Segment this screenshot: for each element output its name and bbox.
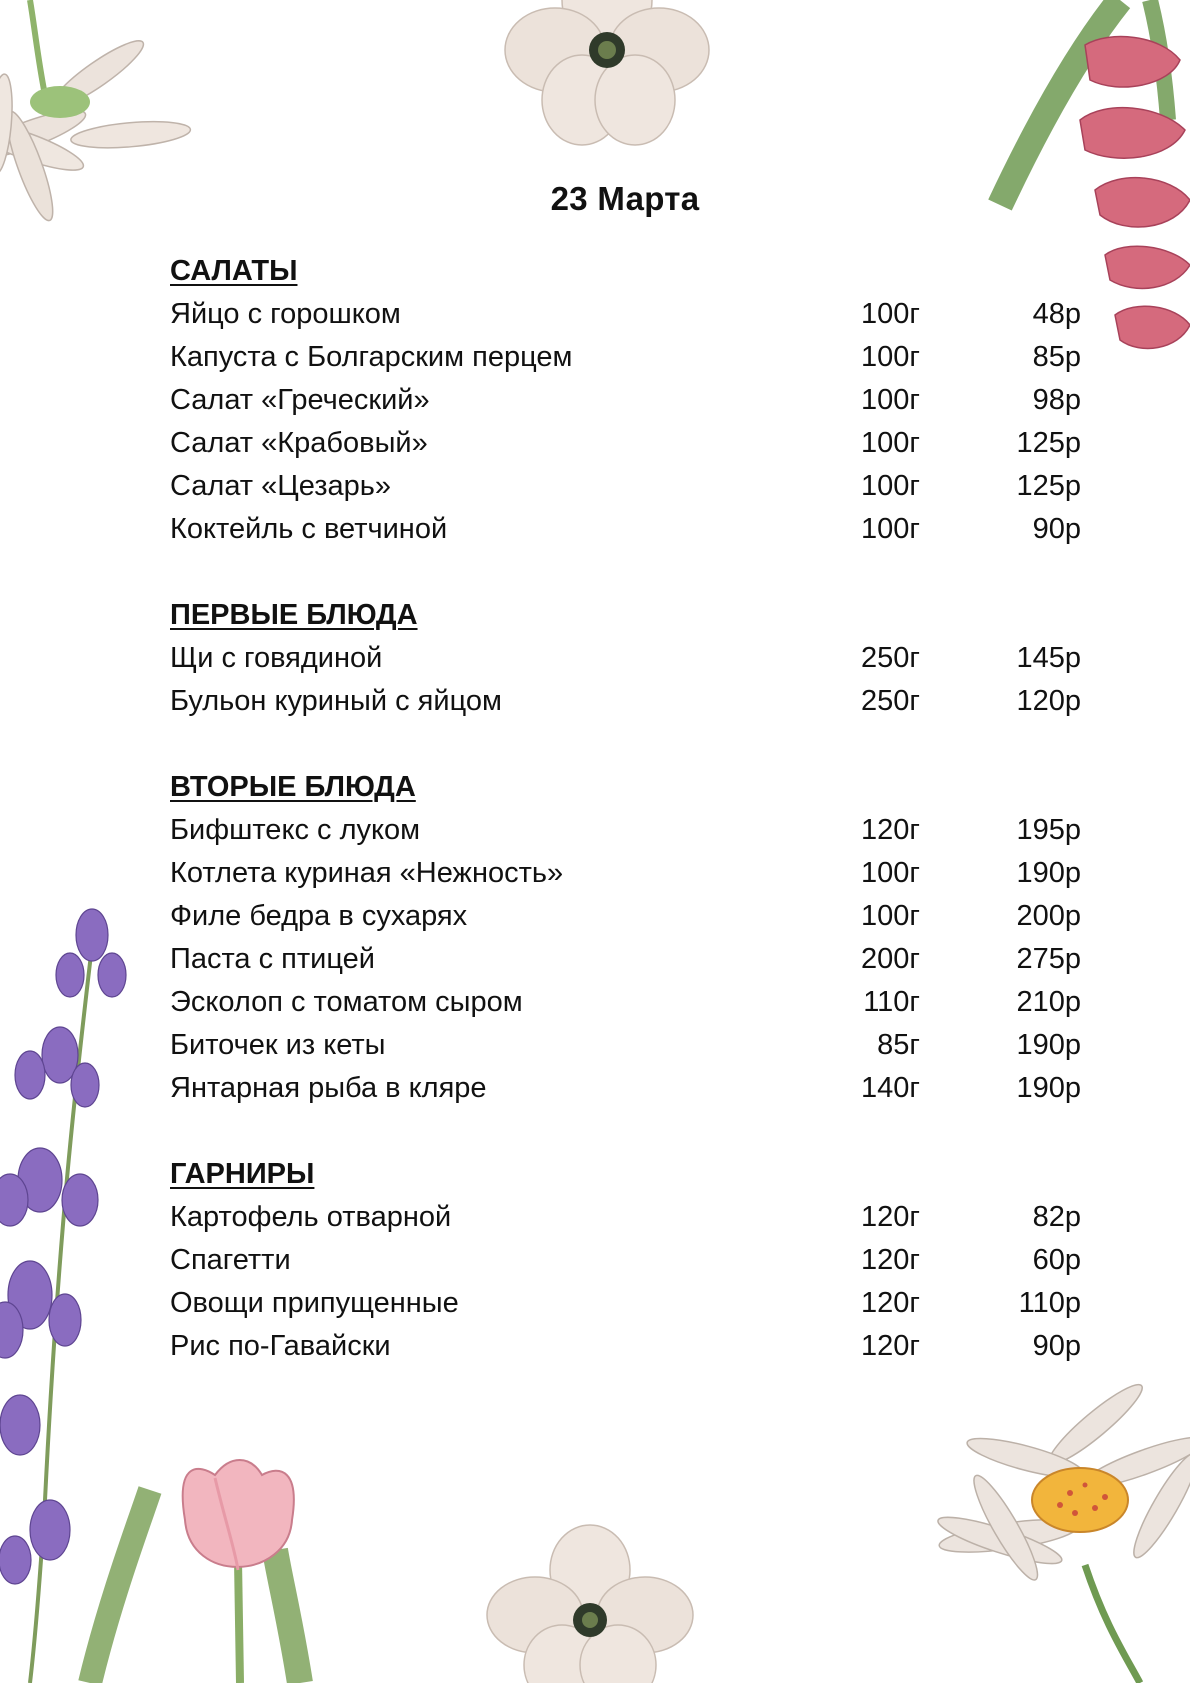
item-name: Капуста с Болгарским перцем [170, 341, 573, 373]
item-weight: 120г [861, 1244, 920, 1276]
page-title: 23 Марта [550, 180, 700, 217]
item-price: 90р [1032, 1330, 1081, 1362]
item-name: Бифштекс с луком [170, 814, 421, 846]
item-price: 200р [1016, 900, 1081, 932]
menu-item [170, 422, 1085, 465]
item-weight: 100г [861, 341, 920, 373]
menu-item [170, 981, 1085, 1024]
menu-item [170, 852, 1085, 895]
menu-item [170, 379, 1085, 422]
item-name: Коктейль с ветчиной [170, 513, 448, 545]
item-weight: 100г [861, 470, 920, 502]
menu-item [170, 1239, 1085, 1282]
item-price: 190р [1016, 857, 1081, 889]
menu-item [170, 293, 1085, 336]
tulip-illustration [90, 1460, 300, 1683]
item-price: 110р [1018, 1287, 1081, 1319]
item-price: 210р [1016, 986, 1081, 1018]
section-heading: ПЕРВЫЕ БЛЮДА [170, 599, 418, 631]
item-price: 190р [1016, 1029, 1081, 1061]
menu-item [170, 809, 1085, 852]
item-name: Салат «Цезарь» [170, 470, 392, 502]
item-weight: 120г [861, 1287, 920, 1319]
menu-section-side-dishes [170, 1153, 1085, 1368]
item-weight: 100г [861, 900, 920, 932]
item-price: 195р [1016, 814, 1081, 846]
item-weight: 100г [861, 857, 920, 889]
item-weight: 250г [861, 685, 920, 717]
item-price: 48р [1032, 298, 1081, 330]
chamomile-illustration [934, 1377, 1190, 1683]
menu-item [170, 1067, 1085, 1110]
item-weight: 110г [863, 986, 920, 1018]
item-name: Филе бедра в сухарях [170, 900, 468, 932]
section-heading: САЛАТЫ [170, 255, 298, 287]
item-weight: 100г [861, 427, 920, 459]
item-price: 98р [1032, 384, 1081, 416]
item-name: Эсколоп с томатом сыром [170, 986, 523, 1018]
item-weight: 250г [861, 642, 920, 674]
item-price: 275р [1016, 943, 1081, 975]
menu-item [170, 938, 1085, 981]
item-price: 120р [1016, 685, 1081, 717]
item-name: Щи с говядиной [170, 642, 383, 674]
item-name: Паста с птицей [170, 943, 375, 975]
item-name: Бульон куриный с яйцом [170, 685, 502, 717]
item-name: Салат «Крабовый» [170, 427, 428, 459]
item-name: Спагетти [170, 1244, 291, 1276]
menu-section-main-courses [170, 766, 1085, 1110]
item-price: 145р [1016, 642, 1081, 674]
item-weight: 100г [861, 513, 920, 545]
menu-item [170, 1282, 1085, 1325]
menu-item [170, 637, 1085, 680]
item-price: 190р [1016, 1072, 1081, 1104]
menu-item [170, 1325, 1085, 1368]
anemone-flower-illustration [505, 0, 709, 145]
item-price: 125р [1016, 470, 1081, 502]
item-weight: 120г [861, 1201, 920, 1233]
item-name: Овощи припущенные [170, 1287, 459, 1319]
lavender-illustration [0, 909, 126, 1683]
menu-item [170, 680, 1085, 723]
menu-item [170, 465, 1085, 508]
item-weight: 85г [877, 1029, 920, 1061]
menu-item [170, 508, 1085, 551]
item-weight: 100г [861, 298, 920, 330]
item-name: Янтарная рыба в кляре [170, 1072, 487, 1104]
item-name: Яйцо с горошком [170, 298, 401, 330]
anemone-flower-illustration [487, 1525, 693, 1683]
item-name: Картофель отварной [170, 1201, 452, 1233]
section-heading: ВТОРЫЕ БЛЮДА [170, 771, 416, 803]
menu-item [170, 1196, 1085, 1239]
section-heading: ГАРНИРЫ [170, 1158, 315, 1190]
item-weight: 120г [861, 1330, 920, 1362]
item-name: Рис по-Гавайски [170, 1330, 391, 1362]
item-weight: 140г [861, 1072, 920, 1104]
item-price: 125р [1016, 427, 1081, 459]
item-name: Салат «Греческий» [170, 384, 430, 416]
item-name: Котлета куриная «Нежность» [170, 857, 564, 889]
menu-section-first-courses [170, 594, 1085, 723]
item-weight: 200г [861, 943, 920, 975]
item-weight: 120г [861, 814, 920, 846]
menu-item [170, 336, 1085, 379]
item-price: 82р [1032, 1201, 1081, 1233]
menu-item [170, 1024, 1085, 1067]
menu [170, 250, 1085, 1411]
item-weight: 100г [861, 384, 920, 416]
menu-section-salads [170, 250, 1085, 551]
item-price: 60р [1032, 1244, 1081, 1276]
item-price: 90р [1032, 513, 1081, 545]
menu-item [170, 895, 1085, 938]
item-price: 85р [1032, 341, 1081, 373]
item-name: Биточек из кеты [170, 1029, 386, 1061]
